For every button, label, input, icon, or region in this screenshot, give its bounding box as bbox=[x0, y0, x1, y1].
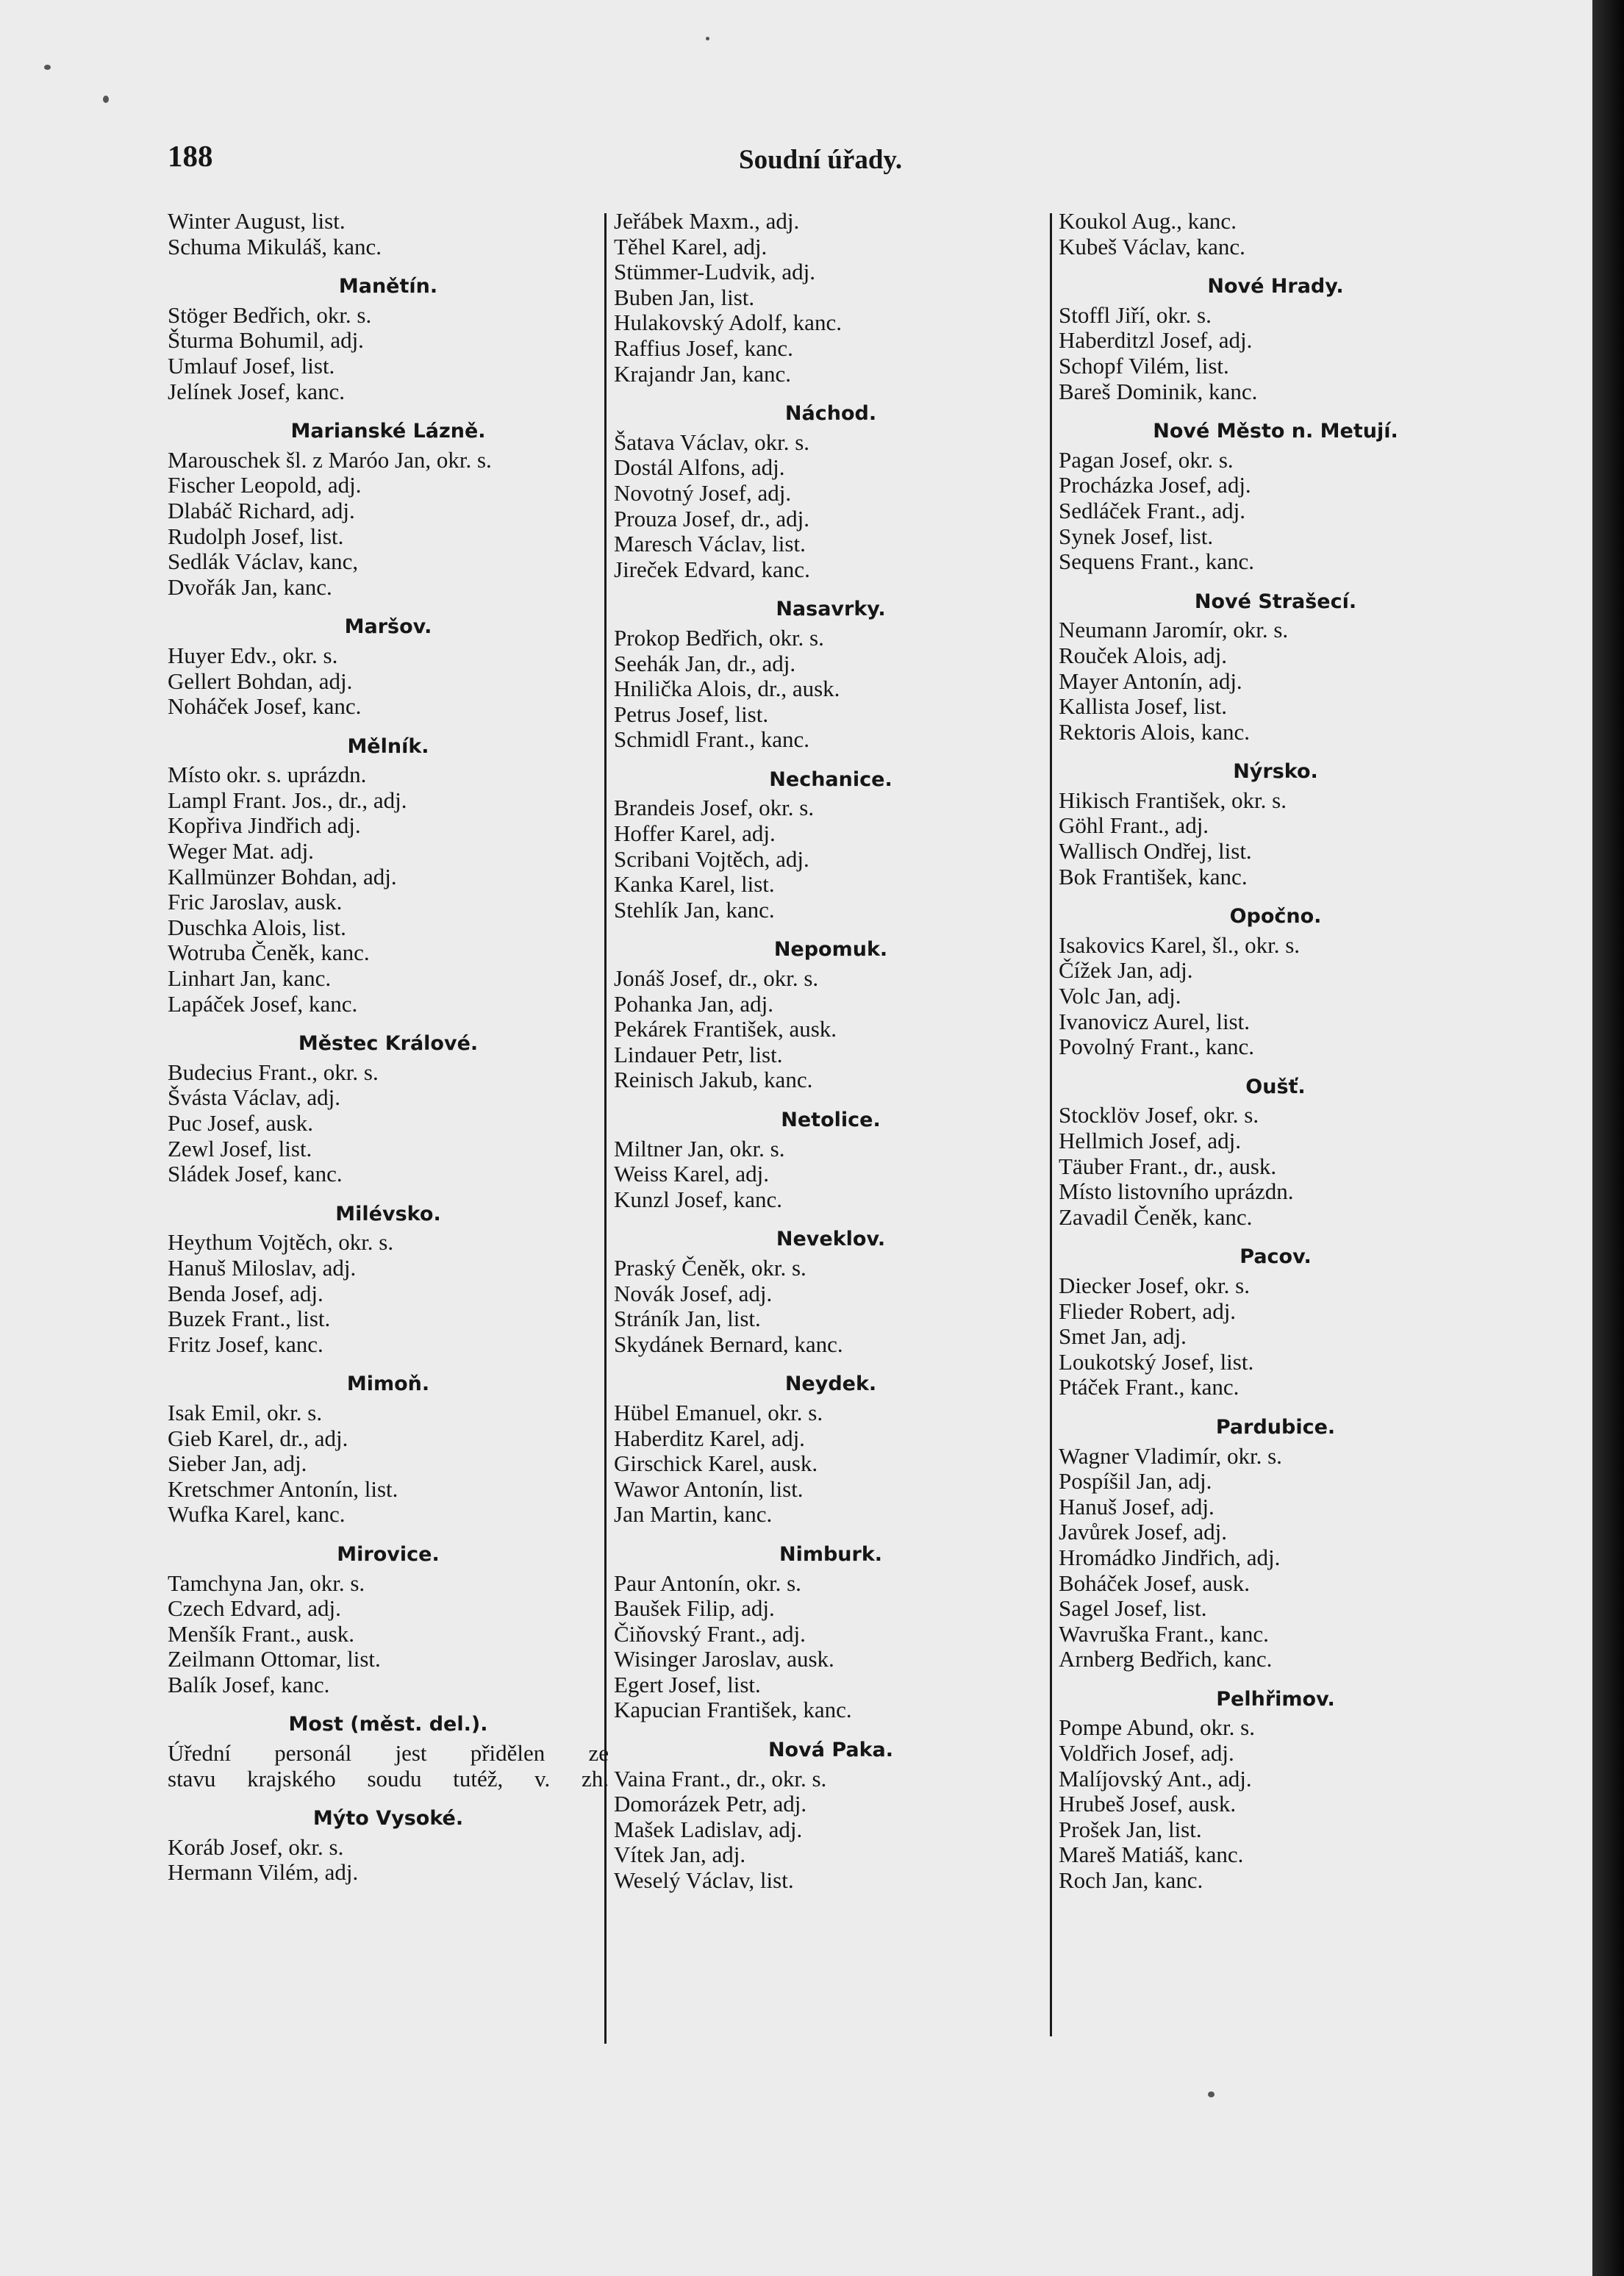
staff-entry: Synek Josef, list. bbox=[1059, 523, 1214, 549]
staff-entry: Sequens Frant., kanc. bbox=[1059, 548, 1255, 575]
staff-entry: Jeřábek Maxm., adj. bbox=[614, 208, 800, 234]
staff-entry: Kretschmer Antonín, list. bbox=[168, 1475, 398, 1502]
staff-entry: Zewl Josef, list. bbox=[168, 1135, 312, 1162]
staff-entry: Kanka Karel, list. bbox=[614, 871, 775, 898]
staff-entry: Weger Mat. adj. bbox=[168, 838, 314, 865]
staff-entry: Hromádko Jindřich, adj. bbox=[1059, 1544, 1281, 1570]
staff-entry: Rouček Alois, adj. bbox=[1059, 642, 1228, 668]
staff-entry: Maresch Václav, list. bbox=[614, 531, 806, 557]
paper-speck bbox=[706, 37, 709, 40]
staff-entry: Vítek Jan, adj. bbox=[614, 1842, 746, 1868]
staff-entry: Pagan Josef, okr. s. bbox=[1059, 446, 1234, 473]
staff-entry: Raffius Josef, kanc. bbox=[614, 334, 793, 361]
section-heading: Nýrsko. bbox=[1233, 760, 1318, 784]
staff-entry: Místo okr. s. uprázdn. bbox=[168, 762, 367, 788]
page-number: 188 bbox=[168, 139, 213, 173]
staff-entry: Huyer Edv., okr. s. bbox=[168, 642, 338, 668]
staff-entry: Vaina Frant., dr., okr. s. bbox=[614, 1765, 827, 1792]
staff-entry: Czech Edvard, adj. bbox=[168, 1595, 341, 1622]
paper-speck bbox=[1208, 2091, 1215, 2097]
section-heading: Pelhřimov. bbox=[1216, 1687, 1335, 1711]
staff-entry: Duschka Alois, list. bbox=[168, 914, 346, 940]
staff-entry: Egert Josef, list. bbox=[614, 1671, 761, 1697]
staff-entry: Winter August, list. bbox=[168, 208, 346, 234]
section-heading: Nové Město n. Metují. bbox=[1153, 420, 1398, 443]
staff-entry: Novotný Josef, adj. bbox=[614, 479, 792, 506]
staff-entry: Sládek Josef, kanc. bbox=[168, 1161, 343, 1187]
staff-entry: Javůrek Josef, adj. bbox=[1059, 1519, 1227, 1545]
staff-entry: Weselý Václav, list. bbox=[614, 1867, 794, 1894]
staff-entry: Lindauer Petr, list. bbox=[614, 1041, 783, 1067]
staff-entry: Haberditz Karel, adj. bbox=[614, 1425, 805, 1451]
page-edge-shadow bbox=[1592, 0, 1624, 2276]
staff-entry: Prokop Bedřich, okr. s. bbox=[614, 624, 824, 651]
staff-entry: Diecker Josef, okr. s. bbox=[1059, 1272, 1250, 1298]
staff-entry: Zeilmann Ottomar, list. bbox=[168, 1646, 381, 1672]
staff-entry: Pospíšil Jan, adj. bbox=[1059, 1468, 1212, 1495]
staff-entry: Benda Josef, adj. bbox=[168, 1280, 323, 1306]
staff-entry: Wallisch Ondřej, list. bbox=[1059, 838, 1252, 865]
staff-entry: Stoffl Jiří, okr. s. bbox=[1059, 301, 1212, 328]
running-head: Soudní úřady. bbox=[739, 145, 903, 175]
staff-entry: Buzek Frant., list. bbox=[168, 1306, 331, 1332]
section-heading: Mělník. bbox=[347, 734, 429, 758]
staff-entry: Švásta Václav, adj. bbox=[168, 1084, 341, 1111]
staff-entry: Reinisch Jakub, kanc. bbox=[614, 1067, 813, 1093]
column-1 bbox=[168, 209, 609, 1886]
section-heading: Nechanice. bbox=[769, 767, 893, 791]
note-line: Úřední personál jest přidělen ze bbox=[168, 1740, 609, 1767]
staff-entry: Hanuš Josef, adj. bbox=[1059, 1493, 1215, 1520]
section-heading: Nimburk. bbox=[779, 1542, 883, 1566]
staff-entry: Isak Emil, okr. s. bbox=[168, 1399, 323, 1425]
staff-entry: Pohanka Jan, adj. bbox=[614, 990, 773, 1017]
staff-entry: Wawor Antonín, list. bbox=[614, 1475, 804, 1502]
section-heading: Milévsko. bbox=[335, 1202, 441, 1225]
staff-entry: Lapáček Josef, kanc. bbox=[168, 990, 358, 1017]
staff-entry: Hikisch František, okr. s. bbox=[1059, 787, 1287, 813]
staff-entry: Prouza Josef, dr., adj. bbox=[614, 505, 810, 532]
staff-entry: Hulakovský Adolf, kanc. bbox=[614, 309, 842, 336]
staff-entry: Balík Josef, kanc. bbox=[168, 1671, 330, 1697]
section-heading: Nasavrky. bbox=[776, 598, 886, 621]
staff-entry: Jan Martin, kanc. bbox=[614, 1501, 773, 1528]
staff-entry: Dlabáč Richard, adj. bbox=[168, 497, 355, 523]
staff-entry: Baušek Filip, adj. bbox=[614, 1595, 775, 1622]
staff-entry: Šatava Václav, okr. s. bbox=[614, 429, 810, 455]
staff-entry: Loukotský Josef, list. bbox=[1059, 1348, 1254, 1375]
staff-entry: Brandeis Josef, okr. s. bbox=[614, 795, 815, 821]
column-2 bbox=[614, 209, 1048, 1894]
staff-entry: Praský Čeněk, okr. s. bbox=[614, 1254, 806, 1281]
staff-entry: Wufka Karel, kanc. bbox=[168, 1501, 346, 1528]
staff-entry: Wisinger Jaroslav, ausk. bbox=[614, 1646, 834, 1672]
staff-entry: Dvořák Jan, kanc. bbox=[168, 573, 332, 600]
staff-entry: Smet Jan, adj. bbox=[1059, 1323, 1187, 1350]
staff-entry: Flieder Robert, adj. bbox=[1059, 1298, 1237, 1324]
staff-entry: Tamchyna Jan, okr. s. bbox=[168, 1570, 365, 1596]
staff-entry: Novák Josef, adj. bbox=[614, 1280, 773, 1306]
section-heading: Mirovice. bbox=[337, 1542, 440, 1566]
staff-entry: Sieber Jan, adj. bbox=[168, 1450, 307, 1477]
staff-entry: Kubeš Václav, kanc. bbox=[1059, 233, 1245, 260]
staff-entry: Wotruba Čeněk, kanc. bbox=[168, 940, 370, 966]
section-heading: Pardubice. bbox=[1215, 1415, 1336, 1439]
staff-entry: Stümmer-Ludvik, adj. bbox=[614, 259, 816, 285]
staff-entry: Jireček Edvard, kanc. bbox=[614, 556, 810, 582]
section-heading: Netolice. bbox=[781, 1109, 881, 1131]
section-heading: Nové Strašecí. bbox=[1194, 590, 1357, 613]
staff-entry: Kallista Josef, list. bbox=[1059, 693, 1228, 720]
section-heading: Oušť. bbox=[1245, 1075, 1306, 1098]
staff-entry: Haberditzl Josef, adj. bbox=[1059, 327, 1253, 354]
staff-entry: Těhel Karel, adj. bbox=[614, 233, 768, 260]
staff-entry: Dostál Alfons, adj. bbox=[614, 454, 785, 481]
section-heading: Mýto Vysoké. bbox=[312, 1807, 464, 1831]
section-heading: Náchod. bbox=[784, 402, 877, 426]
staff-entry: Voldřich Josef, adj. bbox=[1059, 1740, 1234, 1767]
staff-entry: Skydánek Bernard, kanc. bbox=[614, 1331, 843, 1357]
staff-entry: Wagner Vladimír, okr. s. bbox=[1059, 1442, 1282, 1469]
staff-entry: Koukol Aug., kanc. bbox=[1059, 208, 1237, 234]
staff-entry: Ivanovicz Aurel, list. bbox=[1059, 1008, 1250, 1034]
staff-entry: Scribani Vojtěch, adj. bbox=[614, 845, 809, 872]
staff-entry: Kallmünzer Bohdan, adj. bbox=[168, 863, 397, 890]
staff-entry: Miltner Jan, okr. s. bbox=[614, 1135, 785, 1162]
staff-entry: Fric Jaroslav, ausk. bbox=[168, 889, 343, 915]
staff-entry: Paur Antonín, okr. s. bbox=[614, 1570, 801, 1596]
section-note bbox=[168, 1741, 609, 1792]
staff-entry: Mašek Ladislav, adj. bbox=[614, 1816, 803, 1842]
staff-entry: Petrus Josef, list. bbox=[614, 701, 769, 727]
staff-entry: Hübel Emanuel, okr. s. bbox=[614, 1399, 823, 1425]
staff-entry: Pekárek František, ausk. bbox=[614, 1016, 837, 1042]
staff-entry: Bok František, kanc. bbox=[1059, 863, 1248, 890]
staff-entry: Schopf Vilém, list. bbox=[1059, 352, 1229, 379]
section-heading: Most (měst. del.). bbox=[288, 1713, 488, 1736]
staff-entry: Täuber Frant., dr., ausk. bbox=[1059, 1153, 1277, 1179]
staff-entry: Rudolph Josef, list. bbox=[168, 523, 344, 549]
staff-entry: Gellert Bohdan, adj. bbox=[168, 668, 353, 694]
section-heading: Manětín. bbox=[338, 275, 438, 298]
section-heading: Marianské Lázně. bbox=[290, 420, 486, 443]
staff-entry: Wavruška Frant., kanc. bbox=[1059, 1620, 1269, 1647]
staff-entry: Schuma Mikuláš, kanc. bbox=[168, 233, 382, 260]
staff-entry: Roch Jan, kanc. bbox=[1059, 1867, 1203, 1894]
section-heading: Opočno. bbox=[1229, 905, 1322, 928]
staff-entry: Prošek Jan, list. bbox=[1059, 1816, 1202, 1842]
staff-entry: Göhl Frant., adj. bbox=[1059, 812, 1209, 839]
column-divider bbox=[1050, 213, 1052, 2036]
staff-entry: Šturma Bohumil, adj. bbox=[168, 327, 364, 354]
staff-entry: Zavadil Čeněk, kanc. bbox=[1059, 1203, 1253, 1230]
staff-entry: Pompe Abund, okr. s. bbox=[1059, 1714, 1255, 1741]
staff-entry: Čížek Jan, adj. bbox=[1059, 957, 1193, 984]
staff-entry: Jonáš Josef, dr., okr. s. bbox=[614, 965, 819, 992]
section-heading: Neveklov. bbox=[776, 1228, 886, 1251]
staff-entry: Linhart Jan, kanc. bbox=[168, 965, 332, 992]
staff-entry: Lampl Frant. Jos., dr., adj. bbox=[168, 787, 407, 813]
staff-entry: Marouschek šl. z Maróo Jan, okr. s. bbox=[168, 446, 492, 473]
staff-entry: Místo listovního uprázdn. bbox=[1059, 1178, 1294, 1205]
staff-entry: Seehák Jan, dr., adj. bbox=[614, 650, 796, 676]
section-heading: Neydek. bbox=[784, 1373, 877, 1396]
paper-speck bbox=[44, 65, 51, 70]
staff-entry: Kopřiva Jindřich adj. bbox=[168, 812, 361, 839]
note-line: stavu krajského soudu tutéž, v. zh. bbox=[168, 1765, 609, 1792]
section-heading: Nepomuk. bbox=[773, 938, 888, 962]
staff-entry: Jelínek Josef, kanc. bbox=[168, 378, 346, 404]
section-heading: Městec Králové. bbox=[298, 1032, 479, 1056]
staff-entry: Koráb Josef, okr. s. bbox=[168, 1833, 344, 1860]
staff-entry: Neumann Jaromír, okr. s. bbox=[1059, 617, 1289, 643]
staff-entry: Hanuš Miloslav, adj. bbox=[168, 1254, 357, 1281]
staff-entry: Mayer Antonín, adj. bbox=[1059, 668, 1242, 694]
staff-entry: Stehlík Jan, kanc. bbox=[614, 896, 775, 923]
staff-entry: Kunzl Josef, kanc. bbox=[614, 1186, 782, 1212]
staff-entry: Procházka Josef, adj. bbox=[1059, 472, 1251, 498]
staff-entry: Fischer Leopold, adj. bbox=[168, 472, 362, 498]
staff-entry: Buben Jan, list. bbox=[614, 284, 755, 310]
staff-entry: Puc Josef, ausk. bbox=[168, 1110, 314, 1136]
staff-entry: Noháček Josef, kanc. bbox=[168, 693, 362, 720]
staff-entry: Hellmich Josef, adj. bbox=[1059, 1128, 1241, 1153]
staff-entry: Hrubeš Josef, ausk. bbox=[1059, 1791, 1237, 1817]
section-heading: Mimoň. bbox=[346, 1373, 430, 1396]
staff-entry: Povolný Frant., kanc. bbox=[1059, 1034, 1255, 1060]
column-3 bbox=[1059, 209, 1492, 1894]
staff-entry: Hnilička Alois, dr., ausk. bbox=[614, 676, 840, 702]
staff-entry: Isakovics Karel, šl., okr. s. bbox=[1059, 931, 1301, 958]
staff-entry: Volc Jan, adj. bbox=[1059, 983, 1181, 1009]
staff-entry: Mareš Matiáš, kanc. bbox=[1059, 1842, 1244, 1868]
staff-entry: Malíjovský Ant., adj. bbox=[1059, 1765, 1252, 1792]
staff-entry: Stráník Jan, list. bbox=[614, 1306, 761, 1332]
paper-speck bbox=[103, 96, 109, 103]
staff-entry: Rektoris Alois, kanc. bbox=[1059, 718, 1251, 745]
staff-entry: Bareš Dominik, kanc. bbox=[1059, 378, 1258, 404]
staff-entry: Gieb Karel, dr., adj. bbox=[168, 1425, 348, 1451]
staff-entry: Heythum Vojtěch, okr. s. bbox=[168, 1229, 394, 1256]
staff-entry: Girschick Karel, ausk. bbox=[614, 1450, 818, 1477]
staff-entry: Krajandr Jan, kanc. bbox=[614, 360, 792, 387]
section-heading: Nové Hrady. bbox=[1207, 275, 1344, 298]
staff-entry: Hermann Vilém, adj. bbox=[168, 1859, 359, 1886]
staff-entry: Weiss Karel, adj. bbox=[614, 1161, 769, 1187]
staff-entry: Budecius Frant., okr. s. bbox=[168, 1059, 379, 1085]
staff-entry: Kapucian František, kanc. bbox=[614, 1697, 852, 1723]
staff-entry: Boháček Josef, ausk. bbox=[1059, 1570, 1250, 1596]
section-heading: Nová Paka. bbox=[768, 1739, 894, 1762]
staff-entry: Sagel Josef, list. bbox=[1059, 1595, 1207, 1622]
section-heading: Maršov. bbox=[344, 615, 432, 639]
staff-entry: Sedlák Václav, kanc, bbox=[168, 548, 359, 575]
section-heading: Pacov. bbox=[1240, 1245, 1312, 1269]
staff-entry: Hoffer Karel, adj. bbox=[614, 820, 776, 847]
staff-entry: Čiňovský Frant., adj. bbox=[614, 1620, 806, 1647]
staff-entry: Arnberg Bedřich, kanc. bbox=[1059, 1646, 1273, 1672]
staff-entry: Domorázek Petr, adj. bbox=[614, 1791, 807, 1817]
staff-entry: Umlauf Josef, list. bbox=[168, 352, 335, 379]
staff-entry: Stocklöv Josef, okr. s. bbox=[1059, 1102, 1259, 1128]
staff-entry: Menšík Frant., ausk. bbox=[168, 1620, 355, 1647]
staff-entry: Fritz Josef, kanc. bbox=[168, 1331, 323, 1357]
staff-entry: Schmidl Frant., kanc. bbox=[614, 726, 810, 753]
staff-entry: Sedláček Frant., adj. bbox=[1059, 497, 1245, 523]
staff-entry: Ptáček Frant., kanc. bbox=[1059, 1374, 1240, 1400]
staff-entry: Stöger Bedřich, okr. s. bbox=[168, 301, 372, 328]
